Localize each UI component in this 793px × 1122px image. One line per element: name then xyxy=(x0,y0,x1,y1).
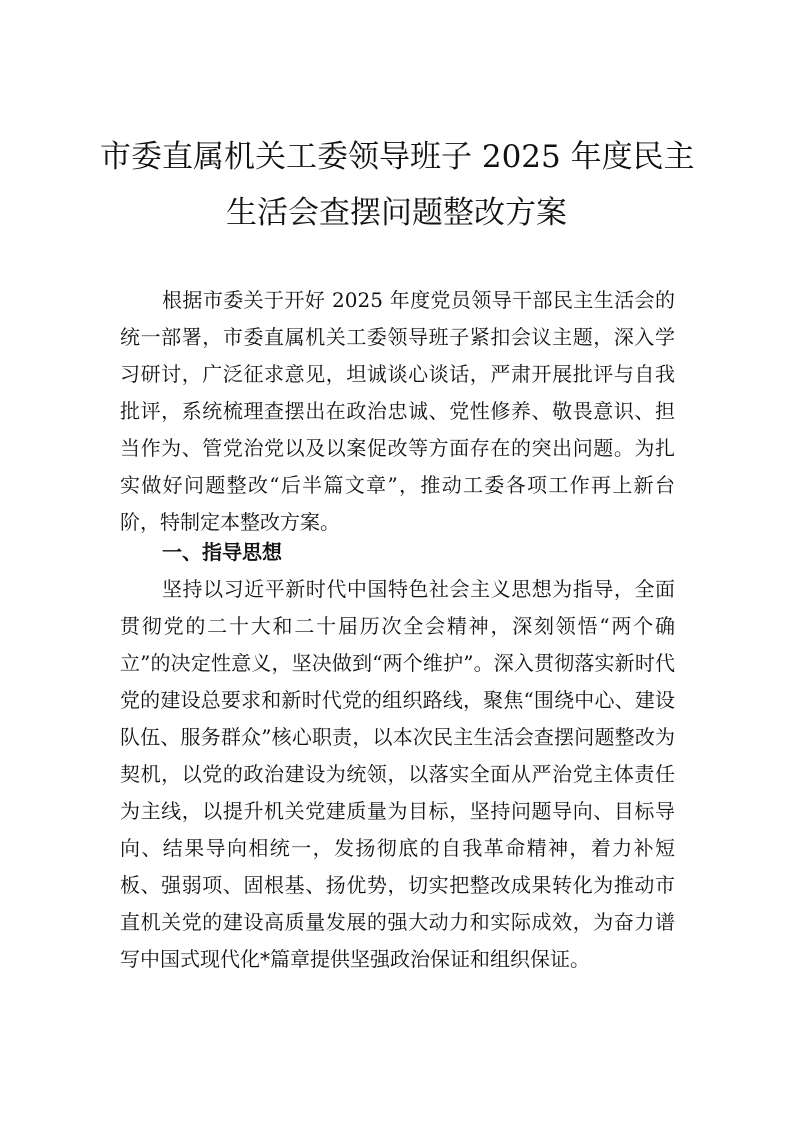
document-title-line-1: 市委直属机关工委领导班子 2025 年度民主 xyxy=(100,139,695,175)
intro-paragraph: 根据市委关于开好 2025 年度党员领导干部民主生活会的统一部署，市委直属机关工委领导班子紧扣会议主题，深入学习研讨，广泛征求意见，坦诚谈心谈话，严肃开展批评与自我批评，系统梳理查摆出在政治忠诚、党性修养、敬畏意识、担当作为、管党治党以及以案促改等方面存在的突出问题。为扎实做好问题整改“后半篇文章”，推动工委各项工作再上新台阶，特制定本整改方案。 xyxy=(120,288,675,534)
guiding-ideology-paragraph: 坚持以习近平新时代中国特色社会主义思想为指导，全面贯彻党的二十大和二十届历次全会精神，深刻领悟“两个确立”的决定性意义，坚决做到“两个维护”。深入贯彻落实新时代党的建设总要求和新时代党的组织路线，聚焦“围绕中心、建设队伍、服务群众”核心职责，以本次民主生活会查摆问题整改为契机，以党的政治建设为统领，以落实全面从严治党主体责任为主线，以提升机关党建质量为目标，坚持问题导向、目标导向、结果导向相统一，发扬彻底的自我革命精神，着力补短板、强弱项、固根基、扬优势，切实把整改成果转化为推动市直机关党的建设高质量发展的强大动力和实际成效，为奋力谱写中国式现代化*篇章提供坚强政治保证和组织保证。 xyxy=(120,577,675,971)
document-title-line-2: 生活会查摆问题整改方案 xyxy=(226,195,567,231)
section-heading-guiding-ideology: 一、指导思想 xyxy=(162,540,282,564)
